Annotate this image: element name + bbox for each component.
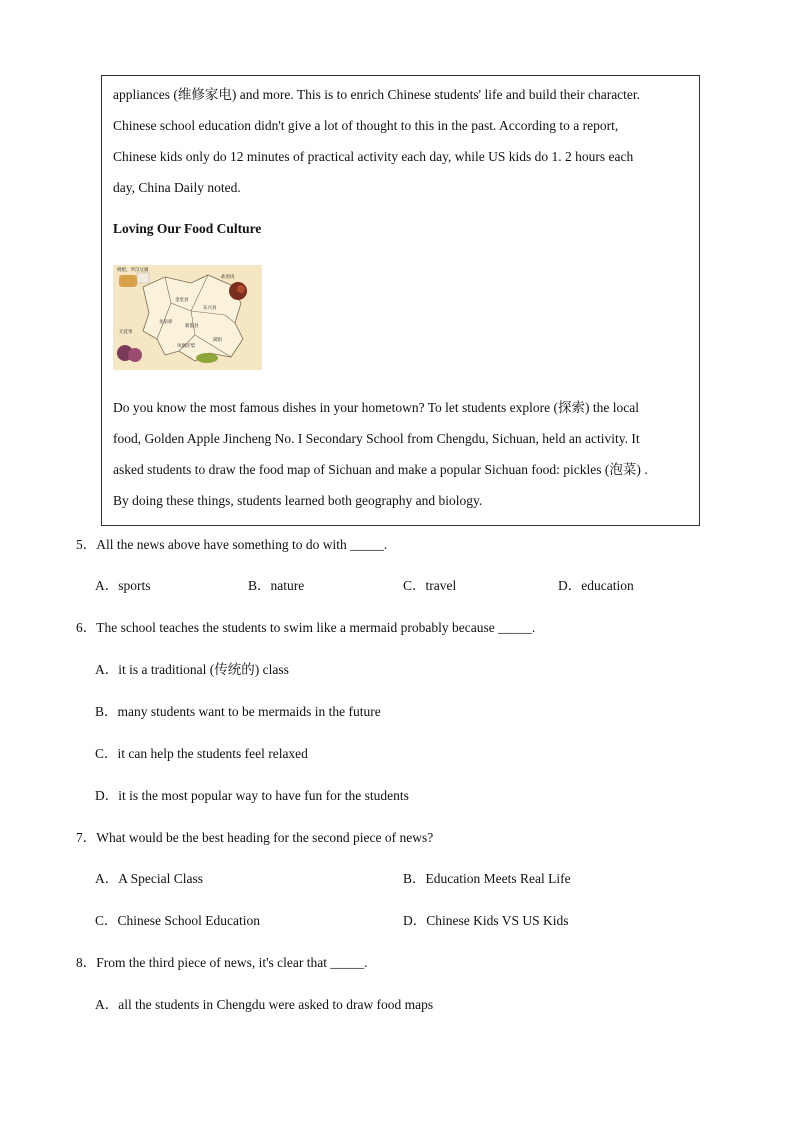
- question-6: 6．The school teaches the students to swim like a mermaid probably because _____.: [76, 620, 536, 635]
- map-label: 简阳: [213, 337, 222, 342]
- map-label: 新都县: [185, 323, 199, 328]
- map-label: 金堂县: [175, 297, 189, 302]
- passage-line: asked students to draw the food map of Sichuan and make a popular Sichuan food: pickles (泡菜) .: [113, 462, 648, 477]
- option-7b[interactable]: B．Education Meets Real Life: [403, 871, 571, 886]
- question-5: 5．All the news above have something to do with _____.: [76, 537, 388, 552]
- food-map-image: [113, 265, 262, 370]
- passage-line: By doing these things, students learned both geography and biology.: [113, 493, 483, 508]
- passage-line: food, Golden Apple Jincheng No. I Secondary School from Chengdu, Sichuan, held an activity. It: [113, 431, 640, 446]
- question-8: 8．From the third piece of news, it's clear that _____.: [76, 955, 368, 970]
- option-5a[interactable]: A．sports: [95, 578, 151, 593]
- reading-passage-box: [101, 75, 700, 526]
- option-5c[interactable]: C．travel: [403, 578, 457, 593]
- option-6b[interactable]: B．many students want to be mermaids in the future: [95, 704, 381, 719]
- map-label: 盐煎肉: [221, 274, 235, 279]
- map-label: 枇杷、罗汉豆腐: [117, 267, 149, 272]
- option-7d[interactable]: D．Chinese Kids VS US Kids: [403, 913, 569, 928]
- map-label: 凤凰洋梨: [177, 343, 195, 348]
- passage-line: appliances (维修家电) and more. This is to enrich Chinese students' life and build their character.: [113, 87, 641, 102]
- option-5b[interactable]: B．nature: [248, 578, 305, 593]
- option-6d[interactable]: D．it is the most popular way to have fun for the students: [95, 788, 409, 803]
- passage-line: day, China Daily noted.: [113, 180, 241, 195]
- passage-line: Do you know the most famous dishes in your hometown? To let students explore (探索) the local: [113, 400, 639, 415]
- option-6c[interactable]: C．it can help the students feel relaxed: [95, 746, 308, 761]
- option-6a[interactable]: A．it is a traditional (传统的) class: [95, 662, 289, 677]
- question-7: 7．What would be the best heading for the second piece of news?: [76, 830, 434, 845]
- section-heading: Loving Our Food Culture: [113, 221, 262, 236]
- passage-line: Chinese kids only do 12 minutes of practical activity each day, while US kids do 1. 2 hours each: [113, 149, 634, 164]
- option-5d[interactable]: D．education: [558, 578, 634, 593]
- option-8a[interactable]: A．all the students in Chengdu were asked to draw food maps: [95, 997, 434, 1012]
- passage-line: Chinese school education didn't give a lot of thought to this in the past. According to a report,: [113, 118, 619, 133]
- map-label: 无花果: [119, 329, 133, 334]
- map-label: 东兴县: [203, 305, 217, 310]
- map-label: 龙泉驿: [159, 319, 173, 324]
- option-7c[interactable]: C．Chinese School Education: [95, 913, 260, 928]
- option-7a[interactable]: A．A Special Class: [95, 871, 203, 886]
